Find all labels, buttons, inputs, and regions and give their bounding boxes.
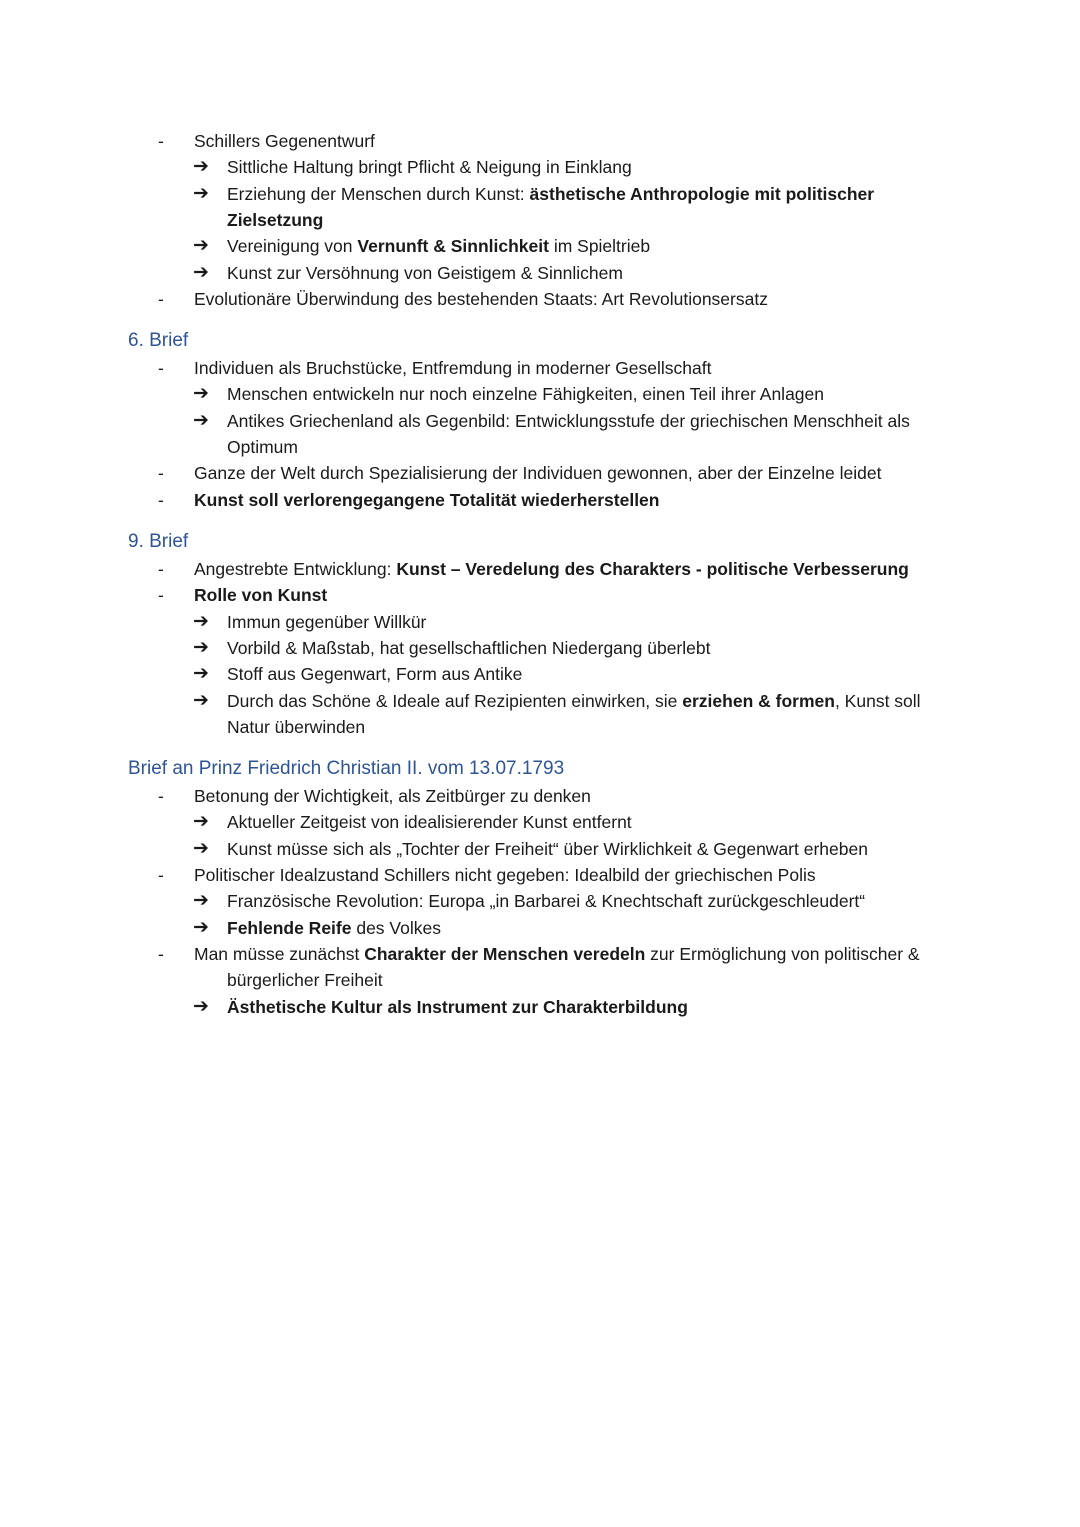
list-item-continuation xyxy=(227,714,365,740)
arrow-right-icon: ➔ xyxy=(193,156,209,178)
list-item xyxy=(227,233,650,259)
arrow-right-icon: ➔ xyxy=(193,637,209,659)
section-heading: 6. Brief xyxy=(128,330,189,351)
arrow-right-icon: ➔ xyxy=(193,995,209,1017)
bold-text: ästhetische Anthropologie mit politischer xyxy=(529,183,875,204)
text-segment: Kunst zur Versöhnung von Geistigem & Sinnlichem xyxy=(227,262,623,283)
text-segment: Durch das Schöne & Ideale auf Rezipienten einwirken, sie xyxy=(227,690,683,711)
list-item xyxy=(227,260,623,286)
text-segment: Stoff aus Gegenwart, Form aus Antike xyxy=(227,664,523,685)
arrow-right-icon: ➔ xyxy=(193,182,209,204)
arrow-right-icon: ➔ xyxy=(193,916,209,938)
list-item xyxy=(227,635,710,661)
list-item xyxy=(227,408,910,434)
list-item xyxy=(194,783,591,809)
text-segment: Vorbild & Maßstab, hat gesellschaftlichen Niedergang überlebt xyxy=(227,638,711,659)
text-segment: Vereinigung von xyxy=(227,236,358,257)
text-segment: Immun gegenüber Willkür xyxy=(227,611,427,632)
arrow-right-icon: ➔ xyxy=(193,409,209,431)
list-item xyxy=(227,381,824,407)
bullet-dash: - xyxy=(158,865,164,886)
list-item xyxy=(227,154,632,180)
list-item xyxy=(194,128,375,154)
bold-text: Charakter der Menschen veredeln xyxy=(364,944,646,965)
text-segment: Ganze der Welt durch Spezialisierung der Individuen gewonnen, aber der Einzelne leidet xyxy=(194,463,882,484)
text-segment: Aktueller Zeitgeist von idealisierender Kunst entfernt xyxy=(227,812,632,833)
list-item xyxy=(194,941,920,967)
arrow-right-icon: ➔ xyxy=(193,610,209,632)
bold-text: Ästhetische Kultur als Instrument zur Charakterbildung xyxy=(227,996,688,1017)
bullet-dash: - xyxy=(158,358,164,378)
arrow-right-icon: ➔ xyxy=(193,890,209,912)
list-item xyxy=(194,556,909,582)
arrow-right-icon: ➔ xyxy=(193,383,209,405)
list-item xyxy=(194,286,768,312)
list-item xyxy=(227,994,688,1020)
text-segment: Evolutionäre Überwindung des bestehenden Staats: Art Revolutionsersatz xyxy=(194,289,768,310)
text-segment: Sittliche Haltung bringt Pflicht & Neigung in Einklang xyxy=(227,157,632,178)
list-item xyxy=(194,460,881,486)
list-item xyxy=(227,181,874,207)
bold-text: Zielsetzung xyxy=(227,210,324,231)
bullet-dash: - xyxy=(158,585,164,606)
list-item xyxy=(227,688,921,714)
text-segment: des Volkes xyxy=(351,917,441,938)
text-segment: Man müsse zunächst xyxy=(194,944,365,965)
text-segment: Optimum xyxy=(227,437,298,458)
arrow-right-icon: ➔ xyxy=(193,811,209,833)
list-item-continuation xyxy=(227,434,298,460)
text-segment: Antikes Griechenland als Gegenbild: Entwicklungsstufe der griechischen Menschheit als xyxy=(227,410,910,431)
list-item xyxy=(194,355,712,381)
list-item xyxy=(227,836,868,862)
section-heading: 9. Brief xyxy=(128,531,189,552)
text-segment: Individuen als Bruchstücke, Entfremdung in moderner Gesellschaft xyxy=(194,358,712,378)
text-segment: bürgerlicher Freiheit xyxy=(227,970,383,991)
arrow-right-icon: ➔ xyxy=(193,663,209,685)
list-item xyxy=(227,915,441,941)
text-segment: Schillers Gegenentwurf xyxy=(194,131,375,151)
bullet-dash: - xyxy=(158,131,164,151)
arrow-right-icon: ➔ xyxy=(193,235,209,257)
text-segment: Kunst müsse sich als „Tochter der Freiheit“ über Wirklichkeit & Gegenwart erheben xyxy=(227,838,868,859)
list-item xyxy=(227,888,865,914)
bold-text: Fehlende Reife xyxy=(227,917,352,938)
list-item xyxy=(194,582,327,608)
bold-text: Kunst – Veredelung des Charakters - politische Verbesserung xyxy=(396,559,909,579)
text-segment: Politischer Idealzustand Schillers nicht gegeben: Idealbild der griechischen Polis xyxy=(194,865,816,886)
bullet-dash: - xyxy=(158,463,164,484)
list-item xyxy=(194,487,659,513)
section-heading: Brief an Prinz Friedrich Christian II. vom 13.07.1793 xyxy=(128,758,565,779)
text-segment: , Kunst soll xyxy=(834,690,921,711)
text-segment: Erziehung der Menschen durch Kunst: xyxy=(227,183,530,204)
list-item xyxy=(227,661,522,687)
text-segment: zur Ermöglichung von politischer & xyxy=(645,944,920,965)
bullet-dash: - xyxy=(158,559,164,579)
list-item xyxy=(227,809,632,835)
arrow-right-icon: ➔ xyxy=(193,261,209,283)
arrow-right-icon: ➔ xyxy=(193,837,209,859)
bullet-dash: - xyxy=(158,289,164,310)
bold-text: Kunst soll verlorengegangene Totalität wiederherstellen xyxy=(194,489,660,510)
arrow-right-icon: ➔ xyxy=(193,689,209,711)
list-item-continuation xyxy=(227,207,323,233)
text-segment: Menschen entwickeln nur noch einzelne Fähigkeiten, einen Teil ihrer Anlagen xyxy=(227,384,824,405)
bold-text: Rolle von Kunst xyxy=(194,585,328,606)
text-segment: Angestrebte Entwicklung: xyxy=(194,559,397,579)
list-item xyxy=(227,609,426,635)
bold-text: Vernunft & Sinnlichkeit xyxy=(357,236,549,257)
text-segment: Betonung der Wichtigkeit, als Zeitbürger zu denken xyxy=(194,786,591,806)
bold-text: erziehen & formen xyxy=(682,690,835,711)
list-item xyxy=(194,862,816,888)
bullet-dash: - xyxy=(158,489,164,510)
bullet-dash: - xyxy=(158,944,164,965)
text-segment: im Spieltrieb xyxy=(548,236,651,257)
list-item-continuation xyxy=(227,967,383,993)
bullet-dash: - xyxy=(158,786,164,806)
text-segment: Natur überwinden xyxy=(227,717,366,738)
text-segment: Französische Revolution: Europa „in Barbarei & Knechtschaft zurückgeschleudert“ xyxy=(227,891,866,912)
